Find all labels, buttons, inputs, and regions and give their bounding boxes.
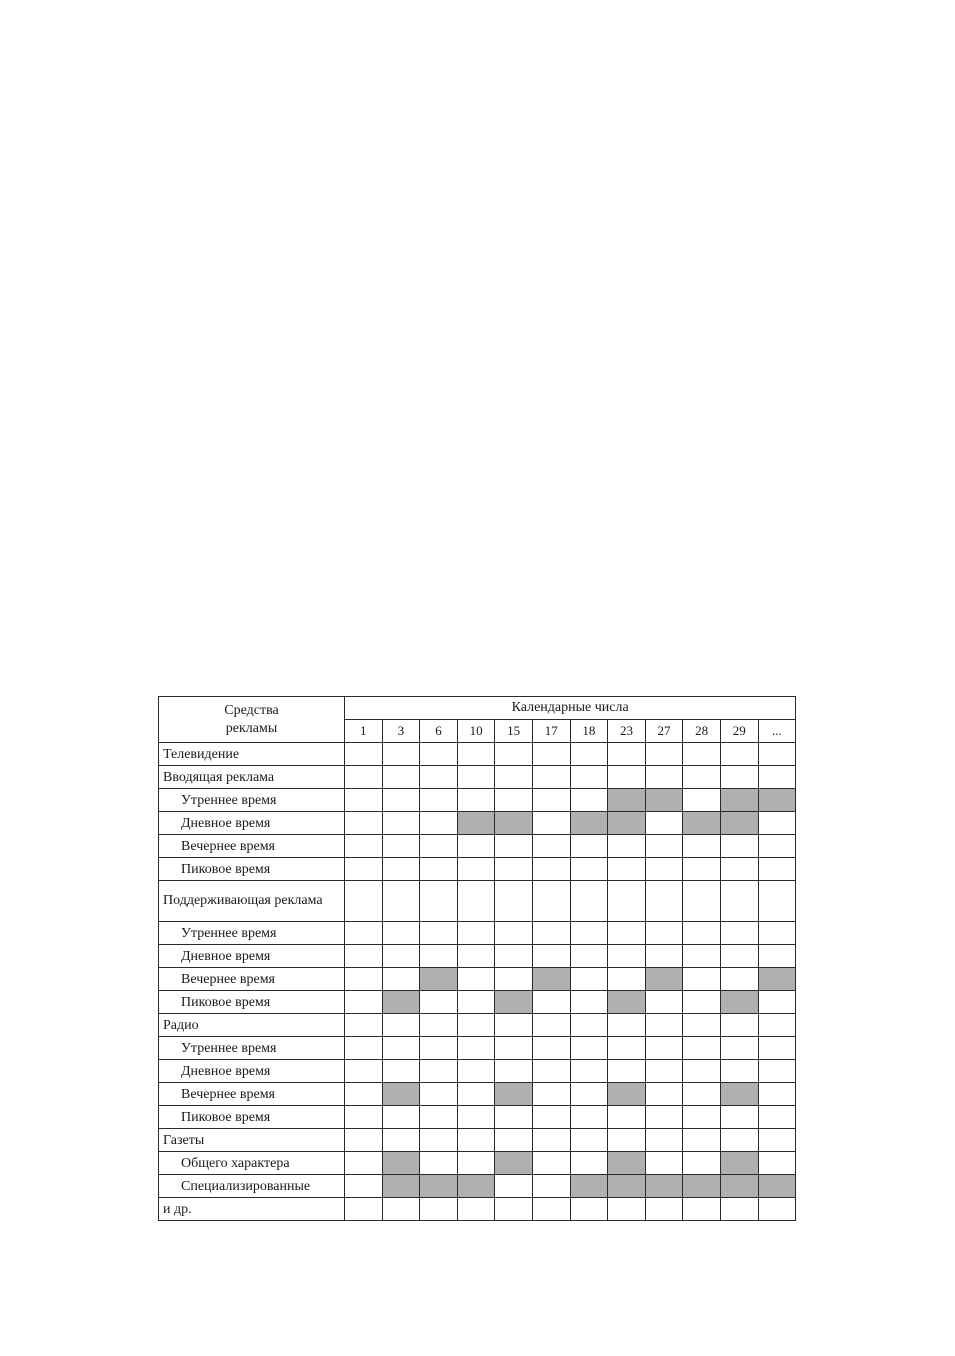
schedule-cell bbox=[495, 743, 533, 766]
schedule-cell bbox=[758, 1152, 796, 1175]
schedule-cell bbox=[382, 968, 420, 991]
schedule-cell-marked bbox=[720, 1175, 758, 1198]
schedule-cell bbox=[495, 1106, 533, 1129]
table-row bbox=[159, 1175, 796, 1198]
schedule-cell bbox=[532, 812, 570, 835]
row-label: Дневное время bbox=[159, 812, 345, 835]
schedule-cell bbox=[345, 789, 383, 812]
schedule-cell bbox=[645, 881, 683, 922]
schedule-cell bbox=[645, 991, 683, 1014]
schedule-cell bbox=[457, 1129, 495, 1152]
schedule-cell bbox=[683, 835, 721, 858]
schedule-cell bbox=[457, 968, 495, 991]
schedule-cell bbox=[345, 1060, 383, 1083]
schedule-cell bbox=[758, 1106, 796, 1129]
schedule-cell bbox=[532, 1037, 570, 1060]
date-header-cell: 27 bbox=[645, 720, 683, 743]
schedule-cell bbox=[457, 991, 495, 1014]
schedule-cell bbox=[495, 1014, 533, 1037]
schedule-cell bbox=[345, 968, 383, 991]
schedule-cell bbox=[608, 968, 646, 991]
schedule-cell-marked bbox=[420, 1175, 458, 1198]
schedule-cell-marked bbox=[683, 1175, 721, 1198]
schedule-cell bbox=[532, 1014, 570, 1037]
schedule-cell-marked bbox=[495, 1152, 533, 1175]
schedule-cell-marked bbox=[382, 1175, 420, 1198]
schedule-cell bbox=[532, 922, 570, 945]
schedule-cell bbox=[345, 1014, 383, 1037]
schedule-cell bbox=[645, 1129, 683, 1152]
schedule-cell bbox=[495, 881, 533, 922]
schedule-cell-marked bbox=[758, 968, 796, 991]
schedule-cell-marked bbox=[645, 789, 683, 812]
schedule-cell-marked bbox=[720, 1083, 758, 1106]
schedule-cell bbox=[457, 1014, 495, 1037]
schedule-cell bbox=[720, 1106, 758, 1129]
schedule-cell bbox=[495, 858, 533, 881]
schedule-cell bbox=[645, 743, 683, 766]
schedule-cell bbox=[532, 1175, 570, 1198]
table-row bbox=[159, 1198, 796, 1221]
schedule-cell bbox=[608, 835, 646, 858]
schedule-cell bbox=[645, 1060, 683, 1083]
schedule-cell bbox=[532, 835, 570, 858]
schedule-cell bbox=[345, 1083, 383, 1106]
schedule-cell bbox=[645, 1106, 683, 1129]
schedule-cell bbox=[720, 743, 758, 766]
row-label: Дневное время bbox=[159, 945, 345, 968]
schedule-cell bbox=[420, 881, 458, 922]
schedule-cell bbox=[608, 1129, 646, 1152]
schedule-cell bbox=[645, 1152, 683, 1175]
schedule-cell-marked bbox=[645, 1175, 683, 1198]
table-row bbox=[159, 1037, 796, 1060]
schedule-cell bbox=[608, 743, 646, 766]
schedule-cell bbox=[683, 1060, 721, 1083]
schedule-cell bbox=[345, 743, 383, 766]
schedule-cell bbox=[532, 743, 570, 766]
schedule-cell bbox=[758, 1037, 796, 1060]
schedule-cell bbox=[345, 1175, 383, 1198]
schedule-cell bbox=[645, 945, 683, 968]
schedule-cell bbox=[645, 835, 683, 858]
table-row bbox=[159, 766, 796, 789]
schedule-cell bbox=[532, 766, 570, 789]
media-header-line: рекламы bbox=[225, 720, 278, 736]
schedule-cell-marked bbox=[608, 812, 646, 835]
schedule-cell bbox=[758, 1129, 796, 1152]
schedule-cell bbox=[345, 858, 383, 881]
table-row bbox=[159, 1083, 796, 1106]
table-row bbox=[159, 922, 796, 945]
schedule-cell bbox=[532, 858, 570, 881]
schedule-cell bbox=[420, 1083, 458, 1106]
schedule-cell bbox=[758, 881, 796, 922]
schedule-cell-marked bbox=[608, 789, 646, 812]
schedule-cell bbox=[457, 835, 495, 858]
schedule-cell bbox=[758, 1014, 796, 1037]
schedule-cell bbox=[382, 945, 420, 968]
table-row bbox=[159, 1106, 796, 1129]
row-label: Вечернее время bbox=[159, 968, 345, 991]
schedule-cell bbox=[495, 968, 533, 991]
schedule-cell bbox=[570, 945, 608, 968]
schedule-cell bbox=[683, 1198, 721, 1221]
schedule-cell bbox=[382, 766, 420, 789]
schedule-cell-marked bbox=[495, 1083, 533, 1106]
schedule-cell bbox=[420, 922, 458, 945]
table-row bbox=[159, 743, 796, 766]
date-header-cell: 15 bbox=[495, 720, 533, 743]
row-label: Вечернее время bbox=[159, 835, 345, 858]
row-label: Пиковое время bbox=[159, 1106, 345, 1129]
schedule-cell bbox=[570, 1129, 608, 1152]
schedule-cell bbox=[758, 766, 796, 789]
schedule-cell bbox=[758, 812, 796, 835]
schedule-cell bbox=[720, 1060, 758, 1083]
schedule-cell bbox=[457, 766, 495, 789]
schedule-cell-marked bbox=[758, 789, 796, 812]
schedule-cell bbox=[645, 1198, 683, 1221]
schedule-cell bbox=[345, 812, 383, 835]
schedule-cell bbox=[683, 991, 721, 1014]
schedule-cell bbox=[683, 968, 721, 991]
date-header-cell: 3 bbox=[382, 720, 420, 743]
schedule-cell bbox=[608, 1037, 646, 1060]
schedule-cell bbox=[532, 1060, 570, 1083]
schedule-cell bbox=[720, 858, 758, 881]
schedule-cell bbox=[420, 789, 458, 812]
schedule-cell bbox=[608, 922, 646, 945]
schedule-cell bbox=[420, 858, 458, 881]
schedule-cell-marked bbox=[758, 1175, 796, 1198]
schedule-cell bbox=[758, 1060, 796, 1083]
schedule-cell bbox=[532, 1198, 570, 1221]
schedule-cell bbox=[758, 991, 796, 1014]
schedule-cell bbox=[345, 881, 383, 922]
schedule-cell-marked bbox=[608, 1175, 646, 1198]
schedule-cell bbox=[495, 835, 533, 858]
section-heading: Телевидение bbox=[159, 743, 345, 766]
schedule-cell bbox=[570, 835, 608, 858]
table-row bbox=[159, 1014, 796, 1037]
schedule-cell-marked bbox=[608, 1083, 646, 1106]
schedule-cell bbox=[420, 945, 458, 968]
schedule-cell bbox=[758, 945, 796, 968]
schedule-cell bbox=[532, 945, 570, 968]
schedule-cell bbox=[758, 1083, 796, 1106]
schedule-cell-marked bbox=[495, 991, 533, 1014]
schedule-cell-marked bbox=[683, 812, 721, 835]
schedule-cell bbox=[532, 991, 570, 1014]
table-row bbox=[159, 881, 796, 922]
schedule-cell bbox=[608, 1060, 646, 1083]
schedule-cell bbox=[683, 922, 721, 945]
schedule-cell bbox=[457, 789, 495, 812]
schedule-cell bbox=[683, 945, 721, 968]
date-header-cell: 23 bbox=[608, 720, 646, 743]
schedule-cell-marked bbox=[495, 812, 533, 835]
schedule-cell bbox=[382, 743, 420, 766]
row-label: Общего характера bbox=[159, 1152, 345, 1175]
schedule-cell bbox=[345, 991, 383, 1014]
schedule-cell-marked bbox=[608, 1152, 646, 1175]
schedule-cell bbox=[645, 766, 683, 789]
schedule-cell-marked bbox=[570, 1175, 608, 1198]
schedule-cell bbox=[570, 1037, 608, 1060]
schedule-cell-marked bbox=[570, 812, 608, 835]
schedule-cell bbox=[420, 991, 458, 1014]
media-schedule-table bbox=[158, 696, 796, 1221]
schedule-cell bbox=[532, 1083, 570, 1106]
table-row bbox=[159, 968, 796, 991]
row-label: Специализированные bbox=[159, 1175, 345, 1198]
schedule-cell bbox=[420, 1014, 458, 1037]
schedule-cell bbox=[345, 1198, 383, 1221]
schedule-cell bbox=[382, 881, 420, 922]
schedule-cell bbox=[570, 1198, 608, 1221]
schedule-cell bbox=[645, 812, 683, 835]
schedule-cell-marked bbox=[457, 812, 495, 835]
schedule-cell bbox=[645, 1014, 683, 1037]
schedule-cell bbox=[720, 766, 758, 789]
row-label: Поддерживающая реклама bbox=[159, 881, 345, 922]
schedule-cell bbox=[683, 743, 721, 766]
schedule-cell-marked bbox=[382, 1083, 420, 1106]
schedule-cell bbox=[720, 968, 758, 991]
schedule-cell bbox=[495, 1198, 533, 1221]
schedule-cell bbox=[457, 858, 495, 881]
schedule-cell bbox=[683, 766, 721, 789]
section-heading: Газеты bbox=[159, 1129, 345, 1152]
media-header-line: Средства bbox=[224, 702, 279, 718]
dates-header: Календарные числа bbox=[345, 697, 796, 720]
schedule-cell bbox=[457, 1060, 495, 1083]
date-header-cell: 28 bbox=[683, 720, 721, 743]
table-row bbox=[159, 812, 796, 835]
schedule-cell bbox=[570, 1014, 608, 1037]
schedule-cell bbox=[532, 1129, 570, 1152]
schedule-cell bbox=[608, 858, 646, 881]
schedule-cell bbox=[608, 1106, 646, 1129]
schedule-cell bbox=[382, 812, 420, 835]
schedule-cell bbox=[608, 766, 646, 789]
row-label: Вводящая реклама bbox=[159, 766, 345, 789]
schedule-body bbox=[159, 743, 796, 1221]
schedule-cell bbox=[457, 922, 495, 945]
schedule-cell bbox=[570, 991, 608, 1014]
schedule-cell bbox=[345, 766, 383, 789]
schedule-cell bbox=[420, 743, 458, 766]
schedule-cell bbox=[457, 1198, 495, 1221]
table-row bbox=[159, 945, 796, 968]
schedule-cell bbox=[758, 743, 796, 766]
date-header-cell: 17 bbox=[532, 720, 570, 743]
schedule-cell bbox=[345, 1106, 383, 1129]
schedule-cell bbox=[382, 1060, 420, 1083]
schedule-cell bbox=[570, 1083, 608, 1106]
schedule-cell bbox=[420, 766, 458, 789]
schedule-cell bbox=[570, 922, 608, 945]
schedule-cell bbox=[683, 1014, 721, 1037]
media-column-header bbox=[159, 697, 345, 743]
schedule-cell bbox=[495, 766, 533, 789]
schedule-cell bbox=[495, 1129, 533, 1152]
schedule-cell bbox=[570, 968, 608, 991]
schedule-cell bbox=[608, 945, 646, 968]
schedule-cell bbox=[420, 812, 458, 835]
schedule-cell bbox=[457, 1152, 495, 1175]
schedule-cell bbox=[683, 1037, 721, 1060]
date-header-cell: 6 bbox=[420, 720, 458, 743]
schedule-cell bbox=[420, 1152, 458, 1175]
schedule-cell bbox=[570, 1106, 608, 1129]
schedule-cell bbox=[720, 945, 758, 968]
schedule-cell-marked bbox=[608, 991, 646, 1014]
schedule-cell bbox=[570, 1152, 608, 1175]
schedule-cell bbox=[758, 922, 796, 945]
schedule-cell bbox=[382, 858, 420, 881]
schedule-cell bbox=[683, 858, 721, 881]
schedule-cell bbox=[570, 789, 608, 812]
row-label: Утреннее время bbox=[159, 922, 345, 945]
schedule-cell bbox=[420, 1037, 458, 1060]
schedule-cell bbox=[608, 1014, 646, 1037]
schedule-cell-marked bbox=[532, 968, 570, 991]
schedule-cell bbox=[495, 789, 533, 812]
schedule-cell bbox=[758, 1198, 796, 1221]
schedule-cell bbox=[495, 945, 533, 968]
row-label: Утреннее время bbox=[159, 789, 345, 812]
schedule-cell bbox=[645, 1083, 683, 1106]
row-label: Пиковое время bbox=[159, 858, 345, 881]
row-label: Дневное время bbox=[159, 1060, 345, 1083]
schedule-cell bbox=[345, 922, 383, 945]
schedule-cell bbox=[532, 1152, 570, 1175]
schedule-cell bbox=[382, 1014, 420, 1037]
row-label: и др. bbox=[159, 1198, 345, 1221]
schedule-cell bbox=[382, 789, 420, 812]
schedule-cell bbox=[382, 1198, 420, 1221]
schedule-cell bbox=[420, 1129, 458, 1152]
schedule-cell bbox=[382, 1037, 420, 1060]
schedule-cell bbox=[758, 835, 796, 858]
schedule-cell bbox=[382, 1129, 420, 1152]
row-label: Утреннее время bbox=[159, 1037, 345, 1060]
schedule-cell bbox=[457, 945, 495, 968]
schedule-cell bbox=[495, 922, 533, 945]
schedule-cell bbox=[345, 1129, 383, 1152]
section-heading: Радио bbox=[159, 1014, 345, 1037]
schedule-cell bbox=[495, 1060, 533, 1083]
row-label: Вечернее время bbox=[159, 1083, 345, 1106]
schedule-cell bbox=[457, 881, 495, 922]
date-header-cell: 29 bbox=[720, 720, 758, 743]
schedule-cell bbox=[720, 1198, 758, 1221]
header-row-title bbox=[159, 697, 796, 720]
table-row bbox=[159, 789, 796, 812]
schedule-cell bbox=[683, 1152, 721, 1175]
schedule-cell bbox=[608, 881, 646, 922]
schedule-cell bbox=[683, 1106, 721, 1129]
date-header-cell: 18 bbox=[570, 720, 608, 743]
schedule-cell bbox=[420, 1198, 458, 1221]
schedule-cell bbox=[758, 858, 796, 881]
schedule-cell-marked bbox=[645, 968, 683, 991]
table-row bbox=[159, 1060, 796, 1083]
schedule-cell-marked bbox=[457, 1175, 495, 1198]
schedule-cell bbox=[457, 1106, 495, 1129]
table-row bbox=[159, 1129, 796, 1152]
schedule-cell bbox=[683, 881, 721, 922]
schedule-cell bbox=[420, 1106, 458, 1129]
schedule-cell bbox=[570, 881, 608, 922]
table-row bbox=[159, 858, 796, 881]
schedule-cell bbox=[345, 945, 383, 968]
schedule-cell bbox=[720, 881, 758, 922]
schedule-cell bbox=[532, 1106, 570, 1129]
row-label: Пиковое время bbox=[159, 991, 345, 1014]
schedule-cell bbox=[382, 1106, 420, 1129]
schedule-cell bbox=[720, 835, 758, 858]
schedule-cell bbox=[720, 1037, 758, 1060]
date-header-cell: 1 bbox=[345, 720, 383, 743]
schedule-cell-marked bbox=[382, 991, 420, 1014]
schedule-cell bbox=[345, 835, 383, 858]
schedule-cell bbox=[457, 1083, 495, 1106]
schedule-cell bbox=[345, 1037, 383, 1060]
schedule-cell bbox=[570, 1060, 608, 1083]
table-row bbox=[159, 1152, 796, 1175]
schedule-cell bbox=[645, 858, 683, 881]
schedule-cell bbox=[720, 922, 758, 945]
schedule-cell-marked bbox=[720, 812, 758, 835]
schedule-cell bbox=[683, 789, 721, 812]
schedule-cell-marked bbox=[420, 968, 458, 991]
schedule-cell bbox=[495, 1175, 533, 1198]
schedule-cell bbox=[532, 789, 570, 812]
schedule-cell bbox=[420, 835, 458, 858]
schedule-cell-marked bbox=[720, 991, 758, 1014]
schedule-cell bbox=[345, 1152, 383, 1175]
table-row bbox=[159, 835, 796, 858]
schedule-cell bbox=[645, 922, 683, 945]
schedule-cell bbox=[420, 1060, 458, 1083]
date-header-cell: 10 bbox=[457, 720, 495, 743]
schedule-cell bbox=[720, 1129, 758, 1152]
schedule-cell bbox=[495, 1037, 533, 1060]
table-row bbox=[159, 991, 796, 1014]
schedule-cell bbox=[570, 766, 608, 789]
schedule-cell-marked bbox=[720, 789, 758, 812]
schedule-cell bbox=[608, 1198, 646, 1221]
schedule-cell bbox=[720, 1014, 758, 1037]
schedule-cell bbox=[683, 1083, 721, 1106]
schedule-cell bbox=[570, 858, 608, 881]
schedule-cell bbox=[382, 835, 420, 858]
schedule-cell-marked bbox=[382, 1152, 420, 1175]
schedule-cell-marked bbox=[720, 1152, 758, 1175]
schedule-cell bbox=[683, 1129, 721, 1152]
schedule-cell bbox=[532, 881, 570, 922]
schedule-cell bbox=[457, 1037, 495, 1060]
schedule-cell bbox=[645, 1037, 683, 1060]
date-header-cell: ... bbox=[758, 720, 796, 743]
schedule-cell bbox=[382, 922, 420, 945]
schedule-cell bbox=[570, 743, 608, 766]
schedule-cell bbox=[457, 743, 495, 766]
